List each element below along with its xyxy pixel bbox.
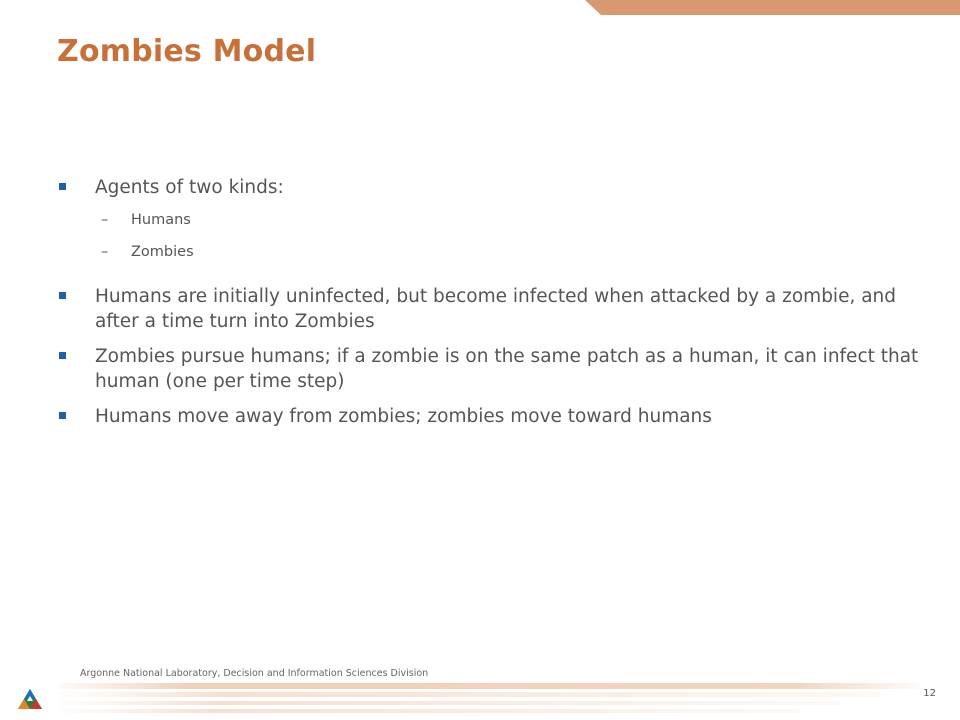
bullet-item xyxy=(59,175,919,200)
bullet-item xyxy=(59,404,919,429)
slide-content xyxy=(59,175,919,439)
bullet-item xyxy=(59,284,919,334)
page-number: 12 xyxy=(923,688,936,699)
sub-bullet-item xyxy=(59,210,919,230)
bullet-text: Agents of two kinds: xyxy=(95,177,284,198)
dash-bullet-icon: – xyxy=(101,244,109,260)
bullet-text: Zombies pursue humans; if a zombie is on the same patch as a human, it can infect that human (one per time step) xyxy=(95,346,919,392)
bullet-text: Humans move away from zombies; zombies move toward humans xyxy=(95,406,712,427)
bullet-text: Humans are initially uninfected, but become infected when attacked by a zombie, and after a time turn into Zombies xyxy=(95,286,897,332)
slide-title: Zombies Model xyxy=(57,34,317,69)
square-bullet-icon xyxy=(59,352,66,359)
square-bullet-icon xyxy=(59,183,66,190)
footer-organization: Argonne National Laboratory, Decision and Information Sciences Division xyxy=(80,668,429,679)
dash-bullet-icon: – xyxy=(101,212,109,228)
footer-decorative-lines xyxy=(0,680,960,720)
sub-bullet-text: Humans xyxy=(131,212,191,228)
sub-bullet-list xyxy=(59,210,919,262)
top-accent-bar xyxy=(585,0,960,15)
square-bullet-icon xyxy=(59,292,66,299)
argonne-logo-icon xyxy=(17,688,43,710)
bullet-item xyxy=(59,344,919,394)
square-bullet-icon xyxy=(59,412,66,419)
sub-bullet-text: Zombies xyxy=(131,244,194,260)
sub-bullet-item xyxy=(59,242,919,262)
